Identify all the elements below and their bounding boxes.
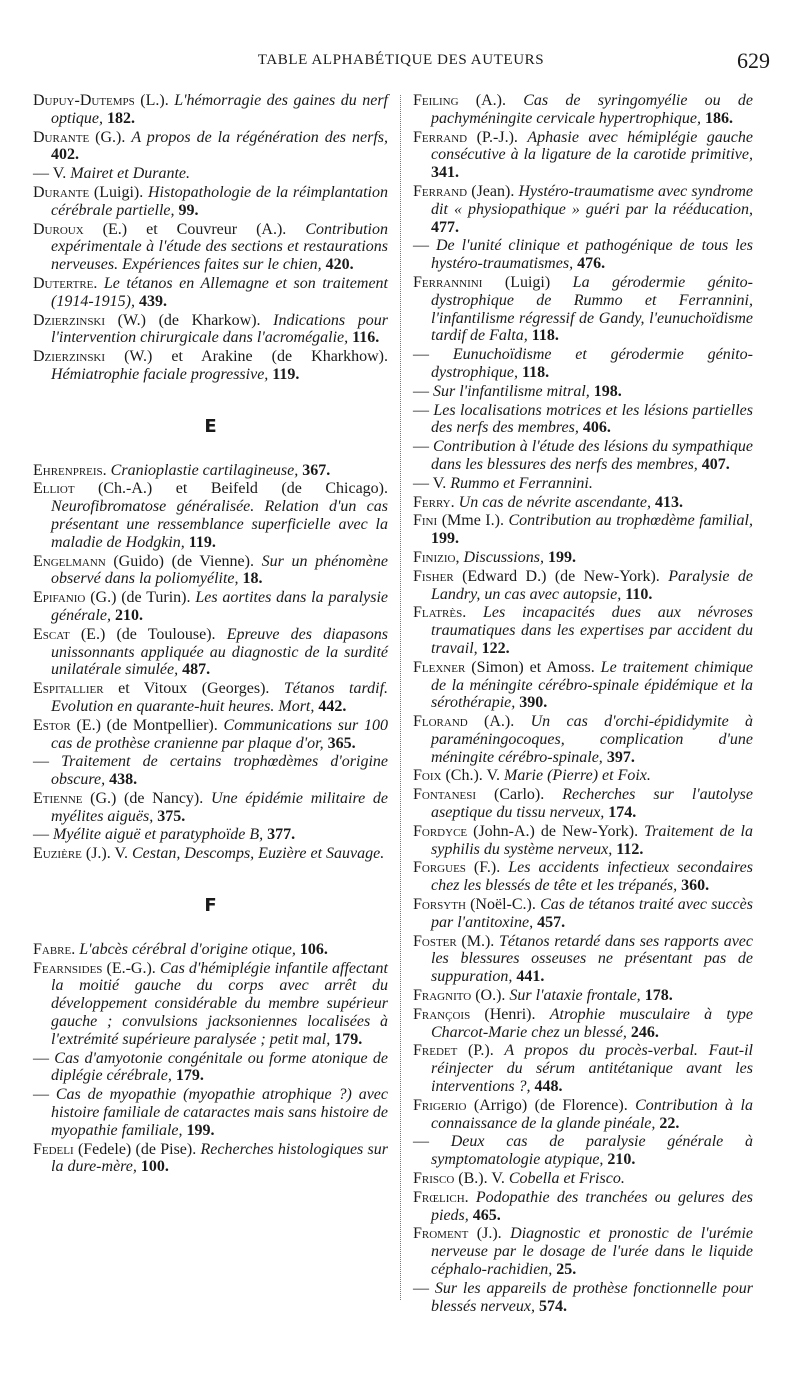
page-reference: 110. xyxy=(621,585,653,603)
page-reference: 119. xyxy=(268,365,300,383)
page-reference: 118. xyxy=(527,327,559,345)
index-entry xyxy=(33,626,388,679)
page-reference: 438. xyxy=(105,771,138,789)
index-entry xyxy=(33,312,388,348)
entry-detail: (Ch.). V. xyxy=(441,767,504,785)
work-title: Sur l'infantilisme mitral, xyxy=(433,382,590,400)
work-title: Contribution à l'étude des lésions du sympathique dans les blessures des nerfs des membres, xyxy=(431,438,754,473)
work-title: Cranioplastie cartilagineuse, xyxy=(110,461,299,479)
page-reference: 178. xyxy=(640,987,673,1005)
work-title: Recherches sur l'autolyse aseptique du tissu nerveux, xyxy=(431,786,753,822)
work-title: Deux cas de paralysie générale à symptomatologie atypique, xyxy=(431,1133,753,1169)
author-name: Dzierzinski xyxy=(33,348,106,366)
work-title: Sur un phénomène observé dans la poliomyélite, xyxy=(51,552,388,588)
entry-detail: — xyxy=(33,1086,56,1104)
author-name: Foster xyxy=(413,932,457,950)
work-title: L'abcès cérébral d'origine otique, xyxy=(79,940,296,958)
work-title: Tétanos retardé dans ses rapports avec les blessures osseuses ne présentant pas de suppuration, xyxy=(431,932,753,986)
author-name: Ferrand xyxy=(413,182,468,200)
index-entry xyxy=(413,346,753,382)
work-title: Atrophie musculaire à type Charcot-Marie chez un blessé, xyxy=(431,1005,753,1041)
page-reference: 186. xyxy=(700,109,733,127)
index-entry xyxy=(33,941,388,959)
entry-detail: — xyxy=(413,382,433,400)
author-name: Florand xyxy=(413,713,468,731)
author-name: Fedeli xyxy=(33,1140,74,1158)
page-reference: 375. xyxy=(153,807,186,825)
author-name: Fragnito xyxy=(413,987,472,1005)
index-entry xyxy=(413,1006,753,1042)
work-title: A propos de la régénération des nerfs, xyxy=(131,128,388,146)
work-title: Paralysie de Landry, un cas avec autopsie, xyxy=(431,567,753,603)
index-entry xyxy=(33,275,388,311)
index-entry xyxy=(33,960,388,1049)
page-reference: 476. xyxy=(573,255,606,273)
index-entry xyxy=(413,237,753,273)
author-name: Fearnsides xyxy=(33,959,103,977)
entry-detail: — V. xyxy=(33,165,71,183)
entry-detail: et Vitoux (Georges). xyxy=(103,680,284,698)
index-entry xyxy=(33,826,388,844)
index-entry xyxy=(413,713,753,766)
index-entry xyxy=(33,165,388,183)
entry-detail: (P.-J.). xyxy=(467,128,528,146)
page-reference: 179. xyxy=(330,1030,363,1048)
page-reference: 397. xyxy=(602,748,635,766)
page-reference: 407. xyxy=(697,455,730,473)
index-entry xyxy=(413,987,753,1005)
entry-detail: (Luigi) xyxy=(482,273,573,291)
entry-detail: (John-A.) de New-York). xyxy=(467,822,645,840)
index-entry xyxy=(33,184,388,220)
page-reference: 174. xyxy=(604,804,637,822)
work-title: Sur les appareils de prothèse fonctionnelle pour blessés nerveux, xyxy=(431,1279,754,1315)
page-reference: 198. xyxy=(589,382,622,400)
page-reference: 210. xyxy=(603,1151,636,1169)
entry-detail: (F.). xyxy=(465,859,509,877)
index-entry xyxy=(33,1050,388,1086)
entry-detail: — xyxy=(33,1049,55,1067)
author-name: Dzierzinski xyxy=(33,311,106,329)
author-name: Frisco xyxy=(413,1170,455,1188)
work-title: Epreuve des diapasons unissonnants appliquée au diagnostic de la surdité unilatérale simulée, xyxy=(51,625,389,679)
page-reference: 413. xyxy=(651,493,684,511)
entry-detail: — V. xyxy=(413,474,451,492)
entry-detail: — xyxy=(413,1279,435,1297)
entry-detail: (Ch.-A.) et Beifeld (de Chicago). xyxy=(74,480,388,498)
entry-detail: (B.). V. xyxy=(454,1170,509,1188)
page-reference: 390. xyxy=(515,694,548,712)
work-title: Le tétanos en Allemagne et son traitement (1914-1915), xyxy=(51,274,388,310)
entry-detail: (G.) (de Turin). xyxy=(85,589,196,607)
author-name: Frœlich. xyxy=(413,1188,469,1206)
entry-detail: (Fedele) (de Pise). xyxy=(73,1140,201,1158)
entry-detail: (Arrigo) (de Florence). xyxy=(466,1096,636,1114)
page-reference: 377. xyxy=(263,826,296,844)
page-reference: 465. xyxy=(468,1206,501,1224)
entry-detail: (W.) et Arakine (de Kharkhow). xyxy=(105,348,388,366)
work-title: Cas de syringomyélie ou de pachyméningite cervicale hypertrophique, xyxy=(431,92,753,127)
author-name: Fredet xyxy=(413,1042,458,1060)
work-title: Traitement de certains trophœdèmes d'origine obscure, xyxy=(51,753,389,789)
page-reference: 116. xyxy=(348,329,380,347)
entry-detail: (L.). xyxy=(134,92,175,109)
page-number: 629 xyxy=(737,48,770,73)
index-entry xyxy=(33,1141,388,1177)
work-title: Hystéro-traumatisme avec syndrome dit « physiopathique » guéri par la rééducation, xyxy=(431,182,753,218)
author-name: Feiling xyxy=(413,92,459,109)
entry-detail: (A.). xyxy=(458,92,524,109)
index-entry xyxy=(33,589,388,625)
author-name: Foix xyxy=(413,767,442,785)
page-reference: 199. xyxy=(543,548,576,566)
entry-detail: (A.). xyxy=(467,713,531,731)
section-letter-e: E xyxy=(204,415,217,437)
entry-detail: (J.). xyxy=(468,1225,511,1243)
entry-detail: (W.) (de Kharkow). xyxy=(105,311,274,329)
entry-detail: (Mme I.). xyxy=(437,512,509,530)
author-name: Espitallier xyxy=(33,680,104,698)
page-reference: 448. xyxy=(530,1078,563,1096)
page-reference: 420. xyxy=(321,256,354,274)
author-name: Escat xyxy=(33,625,70,643)
page-reference: 365. xyxy=(323,734,356,752)
page-reference: 367. xyxy=(298,461,331,479)
page-reference: 22. xyxy=(655,1114,680,1132)
work-title: La gérodermie génito-dystrophique de Rummo et Ferrannini, l'infantilisme régressif de Gandy, l'eunuchoïdisme tardif de Falta, xyxy=(431,273,753,345)
author-name: Ferrand xyxy=(413,128,468,146)
author-name: Fini xyxy=(413,512,438,530)
entries-d xyxy=(33,92,388,384)
work-title: Recherches histologiques sur la dure-mère, xyxy=(51,1140,388,1176)
work-title: Marie (Pierre) et Foix. xyxy=(503,767,651,785)
page-reference: 402. xyxy=(51,146,79,164)
index-entry xyxy=(33,553,388,589)
work-title: Cestan, Descomps, Euzière et Sauvage. xyxy=(131,845,385,863)
page-reference: 25. xyxy=(552,1261,577,1278)
work-title: Un cas de névrite ascendante, xyxy=(458,493,652,511)
index-entry xyxy=(413,183,753,236)
index-entry xyxy=(413,512,753,548)
page-header xyxy=(32,48,770,78)
work-title: Les localisations motrices et les lésions partielles des nerfs des membres, xyxy=(431,401,754,437)
author-name: Ehrenpreis. xyxy=(33,461,107,479)
page-reference: 246. xyxy=(626,1023,659,1041)
page-reference: 99. xyxy=(174,201,199,219)
index-entry xyxy=(413,823,753,859)
page-reference: 210. xyxy=(110,606,143,624)
work-title: Aphasie avec hémiplégie gauche consécutive à la ligature de la carotide primitive, xyxy=(431,128,753,164)
index-entry xyxy=(33,790,388,826)
index-entry xyxy=(413,859,753,895)
entry-detail: (Luigi). xyxy=(89,183,148,201)
entry-detail: (O.). xyxy=(471,987,510,1005)
author-name: Etienne xyxy=(33,789,83,807)
author-name: Ferrannini xyxy=(413,273,483,291)
entry-detail: (Guido) (de Vienne). xyxy=(105,552,262,570)
work-title: Traitement de la syphilis du système nerveux, xyxy=(431,822,753,858)
index-entry xyxy=(33,221,388,274)
index-entry xyxy=(33,480,388,551)
author-name: Euzière xyxy=(33,845,82,863)
index-entry xyxy=(33,680,388,716)
work-title: Cas d'amyotonie congénitale ou forme atonique de diplégie cérébrale, xyxy=(51,1049,388,1085)
index-entry xyxy=(413,933,753,986)
page-reference: 439. xyxy=(134,292,167,310)
author-name: François xyxy=(413,1005,471,1023)
right-column xyxy=(413,92,753,1316)
work-title: Neurofibromatose généralisée. Relation d'un cas présentant une ressemblance superficielle avec la maladie de Hodgkin, xyxy=(51,498,388,551)
work-title: Contribution expérimentale à l'étude des sections et restaurations nerveuses. Expériences faites sur le chien, xyxy=(51,220,388,274)
author-name: Finizio, xyxy=(413,548,460,566)
index-entry xyxy=(413,767,753,785)
entry-detail: — xyxy=(413,1133,451,1151)
index-entry xyxy=(413,549,753,567)
page-reference: 477. xyxy=(431,218,459,236)
index-entry xyxy=(413,604,753,657)
page-reference: 199. xyxy=(431,530,459,548)
entry-detail xyxy=(469,1189,476,1206)
entry-detail: (E.) (de Toulouse). xyxy=(69,625,227,643)
entry-detail: (G.). xyxy=(89,128,132,146)
page-reference: 442. xyxy=(314,697,347,715)
work-title: Histopathologie de la réimplantation cérébrale partielle, xyxy=(51,183,389,219)
entry-detail: (Carlo). xyxy=(476,786,563,804)
entry-detail xyxy=(466,604,483,621)
entry-detail: (Noël-C.). xyxy=(465,896,541,914)
page-reference: 406. xyxy=(578,419,611,437)
page-reference: 182. xyxy=(103,109,135,127)
page-reference: 18. xyxy=(238,570,263,588)
index-entry xyxy=(413,475,753,493)
work-title: Sur l'ataxie frontale, xyxy=(509,987,641,1005)
work-title: Tétanos tardif. Evolution en quarante-huit heures. Mort, xyxy=(51,680,389,715)
work-title: Cas d'hémiplégie infantile affectant la moitié gauche du corps avec arrêt du développement considérable du membre supérieur gauche ; convulsions jacksoniennes localisées à l'extrémité supérieure paralysée ; petit mal, xyxy=(51,959,389,1048)
index-entry xyxy=(33,845,388,863)
entry-detail: — xyxy=(33,753,62,771)
page-reference: 199. xyxy=(182,1121,215,1139)
work-title: Les accidents infectieux secondaires chez les blessés de tête et les trépanés, xyxy=(431,859,754,895)
column-divider xyxy=(400,95,401,1300)
section-letter-f: F xyxy=(204,895,217,917)
index-entry xyxy=(413,92,753,128)
work-title: Diagnostic et pronostic de l'urémie nerveuse par le dosage de l'urée dans le liquide céphalo-rachidien, xyxy=(431,1225,754,1278)
work-title: Les incapacités dues aux névroses traumatiques dans les expertises par accident du travail, xyxy=(431,604,753,657)
work-title: Hémiatrophie faciale progressive, xyxy=(51,365,269,383)
entry-detail: — xyxy=(33,826,53,844)
entry-detail: (Henri). xyxy=(470,1005,550,1023)
entry-detail: (E.-G.). xyxy=(102,959,160,977)
work-title: Une épidémie militaire de myélites aiguës, xyxy=(51,789,388,825)
page-reference: 487. xyxy=(178,661,211,679)
author-name: Fordyce xyxy=(413,822,468,840)
author-name: Ferry. xyxy=(413,493,455,511)
author-name: Durante xyxy=(33,128,90,146)
work-title: Les aortites dans la paralysie générale, xyxy=(51,589,388,624)
author-name: Elliot xyxy=(33,480,75,498)
entries-e xyxy=(33,462,388,864)
work-title: Myélite aiguë et paratyphoïde B, xyxy=(53,826,264,844)
author-name: Flatrès. xyxy=(413,604,467,622)
index-entry xyxy=(413,274,753,345)
index-entry xyxy=(413,494,753,512)
author-name: Durante xyxy=(33,183,90,201)
author-name: Froment xyxy=(413,1225,469,1243)
author-name: Flexner xyxy=(413,658,466,676)
entry-detail: (E.) (de Montpellier). xyxy=(70,716,224,734)
index-entry xyxy=(33,348,388,384)
index-entry xyxy=(413,896,753,932)
index-entry xyxy=(413,1189,753,1225)
entry-detail: (G.) (de Nancy). xyxy=(82,789,211,807)
page-reference: 360. xyxy=(677,877,710,895)
page-reference: 118. xyxy=(517,363,550,381)
author-name: Forgues xyxy=(413,859,466,877)
index-entry xyxy=(33,462,388,480)
index-entry xyxy=(33,92,388,128)
work-title: Discussions, xyxy=(463,548,544,566)
author-name: Fabre. xyxy=(33,940,76,958)
work-title: Mairet et Durante. xyxy=(70,165,191,183)
author-name: Epifanio xyxy=(33,589,86,607)
left-column xyxy=(33,92,388,1177)
work-title: Un cas d'orchi-épididymite à paraméningocoques, complication d'une méningite cérébro-spinale, xyxy=(431,713,754,766)
entry-detail: — xyxy=(413,346,453,364)
page-reference: 122. xyxy=(477,639,510,657)
work-title: Contribution au trophœdème familial, xyxy=(508,512,753,530)
entry-detail: (Jean). xyxy=(467,182,519,200)
work-title: Cas de myopathie (myopathie atrophique ?) avec histoire familiale de cataractes mais sans histoire de myopathie familiale, xyxy=(51,1086,389,1139)
index-entry xyxy=(33,129,388,165)
index-entry xyxy=(33,753,388,789)
work-title: Indications pour l'intervention chirurgicale dans l'acromégalie, xyxy=(51,311,389,347)
entry-detail: — xyxy=(413,237,436,255)
entry-detail: (P.). xyxy=(457,1042,505,1060)
index-entry xyxy=(33,1086,388,1139)
author-name: Estor xyxy=(33,716,71,734)
index-entry xyxy=(413,786,753,822)
entries-f-continued xyxy=(413,92,753,1315)
author-name: Forsyth xyxy=(413,896,466,914)
index-entry xyxy=(33,717,388,753)
entry-detail: (M.). xyxy=(456,932,499,950)
index-entry xyxy=(413,659,753,712)
entry-detail: (E.) et Couvreur (A.). xyxy=(83,220,306,238)
work-title: Cas de tétanos traité avec succès par l'antitoxine, xyxy=(431,896,753,931)
page-reference: 100. xyxy=(136,1158,169,1176)
page-reference: 119. xyxy=(184,533,216,551)
page-reference: 574. xyxy=(534,1297,567,1315)
work-title: L'hémorragie des gaines du nerf optique, xyxy=(51,92,388,127)
page-reference: 106. xyxy=(295,940,328,958)
page-reference: 112. xyxy=(612,840,644,858)
author-name: Frigerio xyxy=(413,1096,467,1114)
entry-detail: (Simon) et Amoss. xyxy=(465,658,601,676)
author-name: Dupuy-Dutemps xyxy=(33,92,135,109)
work-title: Contribution à la connaissance de la glande pinéale, xyxy=(431,1096,754,1132)
index-entry xyxy=(413,568,753,604)
index-entry xyxy=(413,1042,753,1095)
author-name: Fisher xyxy=(413,567,454,585)
index-entry xyxy=(413,1097,753,1133)
index-entry xyxy=(413,1280,753,1316)
author-name: Dutertre. xyxy=(33,274,98,292)
entry-detail: — xyxy=(413,438,434,456)
index-entry xyxy=(413,1170,753,1188)
index-entry xyxy=(413,402,753,438)
work-title: A propos du procès-verbal. Faut-il réinjecter du sérum antitétanique avant les interventions ?, xyxy=(431,1042,754,1096)
work-title: Le traitement chimique de la méningite cérébro-spinale épidémique et la sérothérapie, xyxy=(431,658,753,712)
page-reference: 441. xyxy=(512,968,545,986)
work-title: Communications sur 100 cas de prothèse cranienne par plaque d'or, xyxy=(51,716,388,752)
author-name: Duroux xyxy=(33,220,84,238)
author-name: Engelmann xyxy=(33,552,106,570)
page-reference: 457. xyxy=(533,913,566,931)
index-entry xyxy=(413,129,753,182)
work-title: Eunuchoïdisme et gérodermie génito-dystrophique, xyxy=(431,346,753,381)
work-title: Podopathie des tranchées ou gelures des pieds, xyxy=(431,1188,753,1224)
entry-detail: — xyxy=(413,401,434,419)
index-entry xyxy=(413,1133,753,1169)
page-reference: 341. xyxy=(431,164,459,182)
work-title: De l'unité clinique et pathogénique de tous les hystéro-traumatismes, xyxy=(431,237,753,273)
entry-detail: (J.). V. xyxy=(81,845,132,863)
index-entry xyxy=(413,383,753,401)
index-entry xyxy=(413,1225,753,1278)
work-title: Rummo et Ferrannini. xyxy=(450,474,593,492)
index-entry xyxy=(413,438,753,474)
work-title: Cobella et Frisco. xyxy=(508,1170,625,1188)
author-name: Fontanesi xyxy=(413,786,477,804)
entry-detail: (Edward D.) (de New-York). xyxy=(453,567,669,585)
entries-f xyxy=(33,941,388,1176)
page-reference: 179. xyxy=(171,1067,204,1085)
running-title: TABLE ALPHABÉTIQUE DES AUTEURS xyxy=(257,52,545,68)
